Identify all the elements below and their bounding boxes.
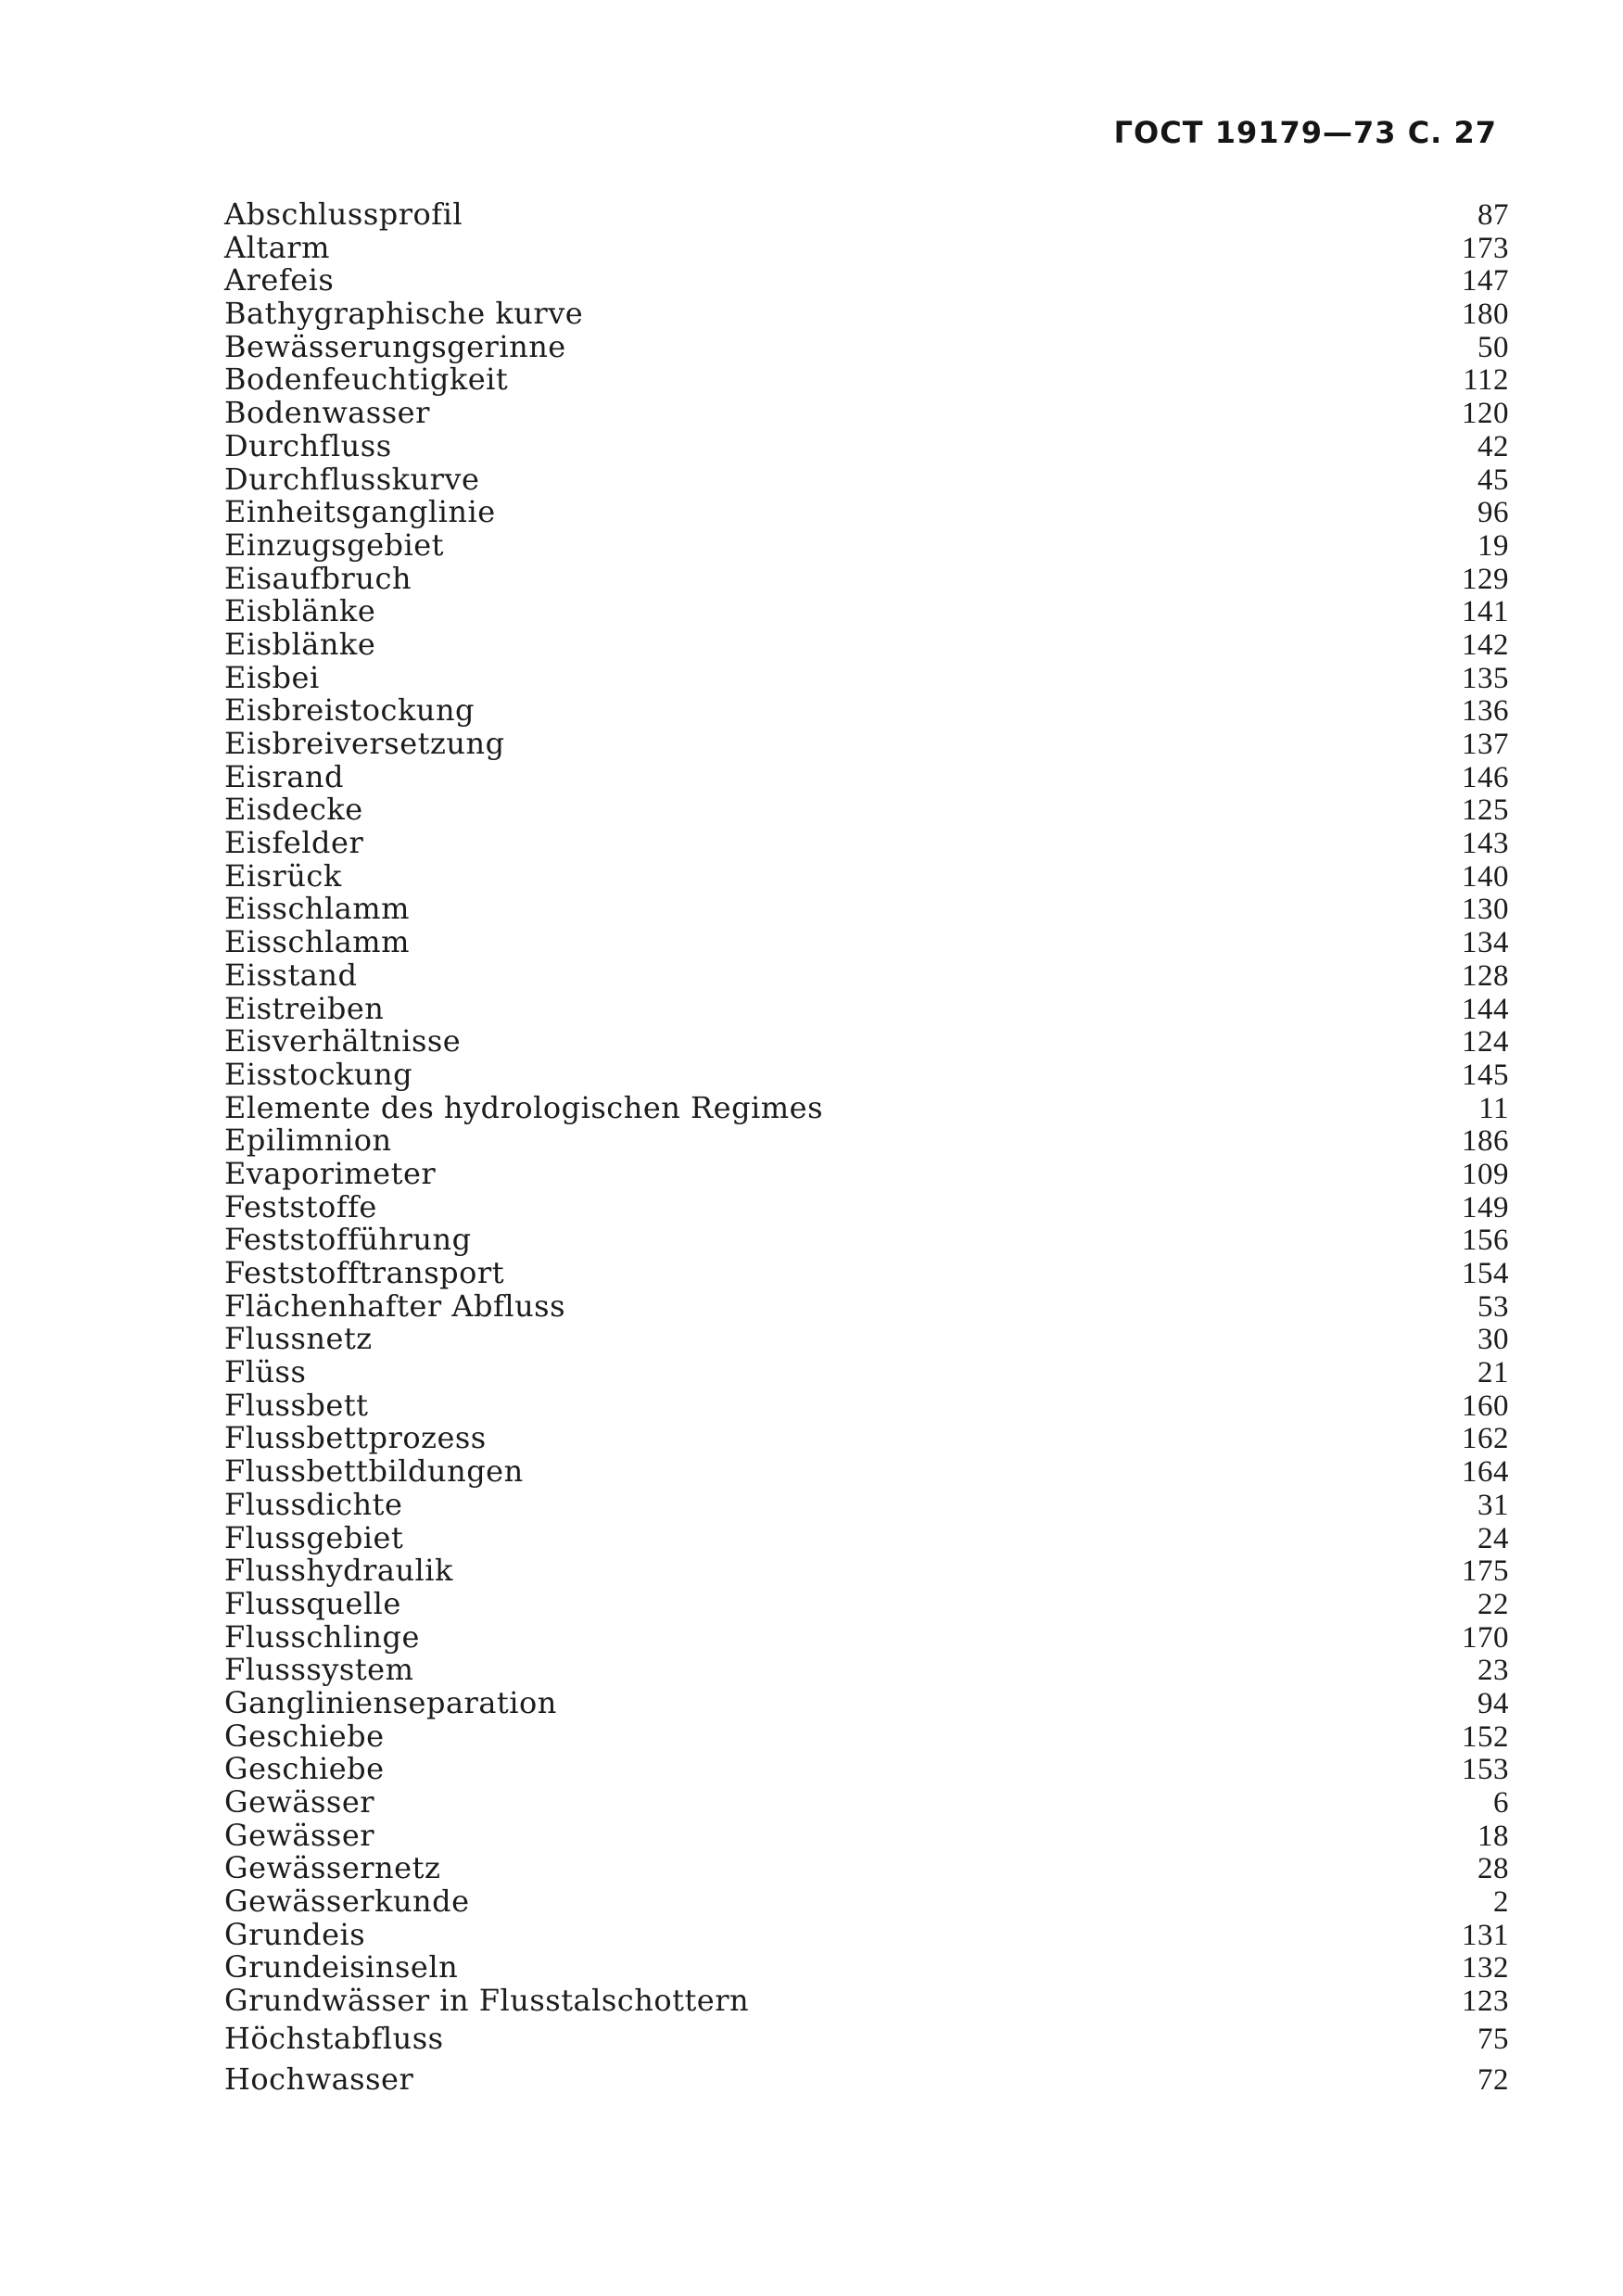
index-entry <box>224 198 1509 232</box>
index-page-number: 137 <box>1462 728 1509 761</box>
index-entry <box>224 728 1509 761</box>
index-page-number: 144 <box>1462 992 1509 1026</box>
index-term: Feststoffe <box>224 1188 377 1224</box>
index-term: Einzugsgebiet <box>224 526 445 563</box>
index-term: Eisrand <box>224 758 344 794</box>
index-page-number: 123 <box>1462 1985 1509 2019</box>
index-entry <box>224 526 1509 563</box>
index-entry <box>224 1951 1509 1985</box>
index-page-number: 18 <box>1477 1819 1509 1853</box>
index-entry <box>224 1554 1509 1588</box>
index-term: Eisbreistockung <box>224 692 475 729</box>
index-page-number: 53 <box>1477 1289 1509 1324</box>
index-term: Grundeisinseln <box>224 1949 459 1985</box>
index-term: Eisaufbruch <box>224 560 412 596</box>
index-entry <box>224 827 1509 860</box>
index-page-number: 42 <box>1477 429 1509 463</box>
index-term: Flussdichte <box>224 1486 403 1522</box>
index-term: Eisverhältnisse <box>224 1023 462 1059</box>
index-term: Ganglinienseparation <box>224 1684 557 1720</box>
index-entry <box>224 1257 1509 1290</box>
index-page-number: 11 <box>1478 1091 1509 1125</box>
index-term: Flussnetz <box>224 1321 373 1357</box>
index-page-number: 153 <box>1462 1753 1509 1787</box>
index-entry <box>224 1753 1509 1786</box>
index-term: Flussbettbildungen <box>224 1453 524 1490</box>
index-page-number: 140 <box>1462 859 1509 894</box>
index-term: Eisschlamm <box>224 924 410 960</box>
index-term: Geschiebe <box>224 1718 385 1754</box>
index-entry <box>224 1124 1509 1158</box>
index-term: Gewässerkunde <box>224 1884 470 1920</box>
index-term: Gewässernetz <box>224 1850 441 1886</box>
index-term: Bodenfeuchtigkeit <box>224 362 509 398</box>
index-page-number: 164 <box>1462 1455 1509 1490</box>
index-page-number: 30 <box>1477 1323 1509 1357</box>
index-entry <box>224 1290 1509 1324</box>
index-term: Grundwässer in Flusstalschottern <box>224 1983 750 2019</box>
index-page-number: 22 <box>1477 1587 1509 1621</box>
index-page-number: 154 <box>1462 1257 1509 1290</box>
index-entry <box>224 1188 1509 1224</box>
index-term: Flussbettprozess <box>224 1420 487 1456</box>
index-page-number: 23 <box>1477 1654 1509 1688</box>
index-page-number: 50 <box>1477 330 1509 364</box>
index-entry <box>224 1056 1509 1092</box>
index-entry <box>224 229 1509 265</box>
index-term: Einheitsganglinie <box>224 494 496 530</box>
index-term: Flussgebiet <box>224 1519 404 1555</box>
index-term: Flussbett <box>224 1387 369 1423</box>
index-page-number: 19 <box>1477 528 1509 563</box>
index-term: Eisschlamm <box>224 891 410 927</box>
index-term: Feststofftransport <box>224 1255 505 1290</box>
index-page-number: 109 <box>1462 1157 1509 1191</box>
index-entry <box>224 1852 1509 1885</box>
index-entry <box>224 496 1509 529</box>
index-entry <box>224 363 1509 397</box>
index-list <box>224 198 1509 2099</box>
index-entry <box>224 793 1509 827</box>
index-entry <box>224 926 1509 959</box>
index-page-number: 146 <box>1462 760 1509 794</box>
index-term: Bodenwasser <box>224 395 430 431</box>
index-entry <box>224 1089 1509 1125</box>
index-page-number: 186 <box>1462 1124 1509 1159</box>
index-page-number: 149 <box>1462 1190 1509 1224</box>
index-entry <box>224 1684 1509 1720</box>
index-entry <box>224 1720 1509 1754</box>
index-entry <box>224 1654 1509 1687</box>
index-entry <box>224 2018 1509 2059</box>
index-page-number: 128 <box>1462 958 1509 993</box>
index-entry <box>224 2059 1509 2099</box>
index-page-number: 28 <box>1477 1852 1509 1886</box>
index-entry <box>224 1916 1509 1952</box>
index-entry <box>224 694 1509 728</box>
index-page-number: 160 <box>1462 1389 1509 1423</box>
index-term: Altarm <box>224 229 330 265</box>
index-entry <box>224 857 1509 894</box>
index-entry <box>224 560 1509 596</box>
index-term: Gewässer <box>224 1817 375 1853</box>
index-page-number: 136 <box>1462 694 1509 729</box>
index-entry <box>224 1786 1509 1820</box>
index-entry <box>224 328 1509 364</box>
index-term: Eisstockung <box>224 1056 413 1092</box>
index-page-number: 124 <box>1462 1025 1509 1059</box>
index-term: Flusssystem <box>224 1652 414 1688</box>
index-term: Eisblänke <box>224 593 376 629</box>
index-entry <box>224 1817 1509 1853</box>
index-term: Höchstabfluss <box>224 2020 444 2056</box>
index-entry <box>224 1323 1509 1356</box>
index-term: Elemente des hydrologischen Regimes <box>224 1089 823 1125</box>
index-term: Durchflusskurve <box>224 461 480 497</box>
index-page-number: 170 <box>1462 1620 1509 1655</box>
index-entry <box>224 990 1509 1026</box>
index-page-number: 162 <box>1462 1422 1509 1456</box>
index-page-number: 45 <box>1477 463 1509 497</box>
index-entry <box>224 1486 1509 1522</box>
index-page-number: 125 <box>1462 793 1509 828</box>
index-entry <box>224 595 1509 628</box>
index-entry <box>224 1618 1509 1655</box>
index-term: Feststofführung <box>224 1222 472 1258</box>
index-page-number: 31 <box>1477 1488 1509 1522</box>
index-term: Geschiebe <box>224 1751 385 1787</box>
index-term: Grundeis <box>224 1916 366 1952</box>
index-term: Flusschlinge <box>224 1618 420 1655</box>
index-term: Gewässer <box>224 1784 375 1820</box>
index-page-number: 173 <box>1462 231 1509 265</box>
index-term: Hochwasser <box>224 2061 414 2097</box>
index-entry <box>224 397 1509 430</box>
index-entry <box>224 1455 1509 1489</box>
index-entry <box>224 1389 1509 1423</box>
index-page-number: 72 <box>1477 2062 1509 2097</box>
index-page-number: 21 <box>1477 1356 1509 1390</box>
index-entry <box>224 1585 1509 1621</box>
index-entry <box>224 659 1509 695</box>
index-entry <box>224 298 1509 331</box>
index-entry <box>224 758 1509 794</box>
index-page-number: 120 <box>1462 397 1509 431</box>
index-page-number: 141 <box>1462 595 1509 629</box>
index-entry <box>224 1519 1509 1555</box>
index-term: Eisstand <box>224 957 358 993</box>
index-term: Eistreiben <box>224 990 385 1026</box>
index-term: Flüss <box>224 1354 307 1390</box>
index-entry <box>224 463 1509 497</box>
index-page-number: 143 <box>1462 827 1509 861</box>
index-entry <box>224 959 1509 993</box>
index-term: Flusshydraulik <box>224 1553 453 1589</box>
index-page-number: 24 <box>1477 1521 1509 1555</box>
index-page-number: 129 <box>1462 562 1509 596</box>
index-entry <box>224 1224 1509 1257</box>
index-term: Epilimnion <box>224 1123 392 1159</box>
index-page-number: 6 <box>1493 1786 1509 1820</box>
index-term: Eisbreiversetzung <box>224 726 505 761</box>
index-term: Flussquelle <box>224 1585 401 1621</box>
index-page-number: 135 <box>1462 661 1509 695</box>
index-page-number: 2 <box>1493 1885 1509 1920</box>
index-entry <box>224 1885 1509 1919</box>
index-page-number: 145 <box>1462 1058 1509 1092</box>
index-entry <box>224 628 1509 662</box>
index-term: Arefeis <box>224 262 335 298</box>
index-entry <box>224 1356 1509 1389</box>
index-term: Eisrück <box>224 857 342 894</box>
index-page-number: 147 <box>1462 264 1509 298</box>
index-term: Eisdecke <box>224 792 363 828</box>
index-page-number: 131 <box>1462 1918 1509 1952</box>
index-entry <box>224 1025 1509 1059</box>
index-page-number: 180 <box>1462 298 1509 332</box>
index-term: Flächenhafter Abfluss <box>224 1288 566 1324</box>
index-page-number: 132 <box>1462 1951 1509 1985</box>
index-entry <box>224 1155 1509 1191</box>
index-term: Eisblänke <box>224 626 376 662</box>
index-page-number: 156 <box>1462 1224 1509 1258</box>
index-page-number: 142 <box>1462 628 1509 662</box>
index-page-number: 94 <box>1477 1686 1509 1720</box>
index-page-number: 87 <box>1477 198 1509 232</box>
index-term: Eisfelder <box>224 825 364 861</box>
index-term: Evaporimeter <box>224 1155 437 1191</box>
index-term: Durchfluss <box>224 427 392 463</box>
index-entry <box>224 427 1509 463</box>
index-term: Bathygraphische kurve <box>224 296 584 332</box>
index-term: Bewässerungsgerinne <box>224 328 566 364</box>
index-entry <box>224 264 1509 298</box>
index-page-number: 134 <box>1462 926 1509 960</box>
page-header: ГОСТ 19179—73 С. 27 <box>1113 115 1497 150</box>
index-entry <box>224 1985 1509 2018</box>
index-entry <box>224 893 1509 926</box>
index-page-number: 112 <box>1463 363 1509 398</box>
index-entry <box>224 1422 1509 1455</box>
index-page-number: 152 <box>1462 1719 1509 1754</box>
index-page-number: 75 <box>1477 2022 1509 2056</box>
index-term: Abschlussprofil <box>224 197 463 232</box>
index-term: Eisbei <box>224 659 320 695</box>
index-page-number: 96 <box>1477 496 1509 530</box>
index-page-number: 130 <box>1462 893 1509 927</box>
index-page-number: 175 <box>1462 1554 1509 1589</box>
